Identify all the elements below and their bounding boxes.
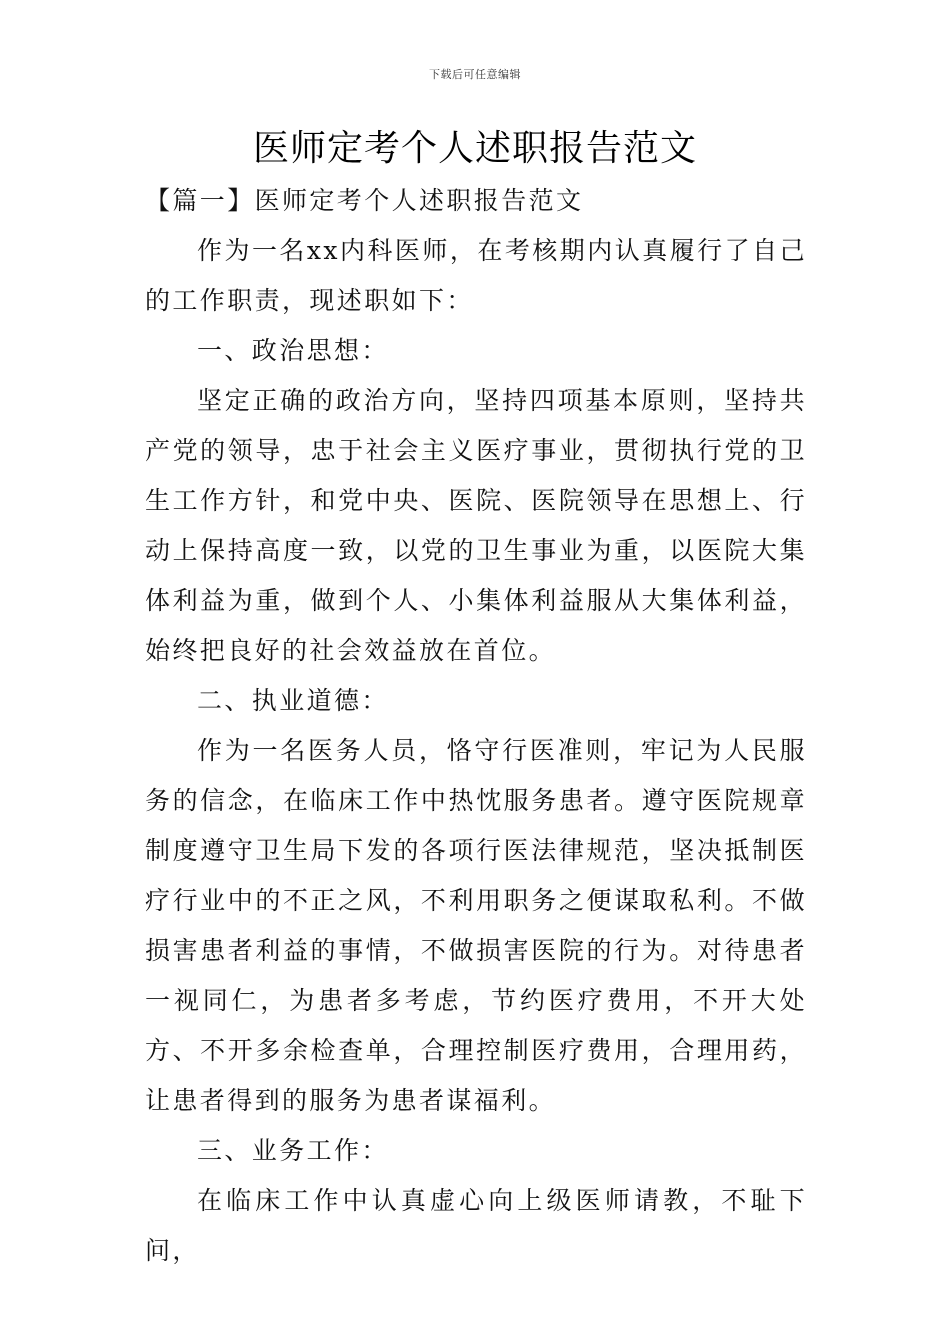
heading-professional-ethics: 二、执业道德： (197, 686, 389, 715)
header-note: 下载后可任意编辑 (429, 68, 521, 81)
paragraph-business-work: 在临床工作中认真虚心向上级医师请教，不耻下问， (145, 1186, 807, 1265)
section-subtitle: 【篇一】医师定考个人述职报告范文 (145, 186, 584, 215)
heading-political-thought: 一、政治思想： (197, 336, 389, 365)
document-body (145, 176, 807, 1276)
paragraph-intro: 作为一名xx内科医师，在考核期内认真履行了自己的工作职责，现述职如下： (145, 236, 807, 315)
paragraph-professional-ethics: 作为一名医务人员，恪守行医准则，牢记为人民服务的信念，在临床工作中热忱服务患者。遵守医院规章制度遵守卫生局下发的各项行医法律规范，坚决抵制医疗行业中的不正之风，不利用职务之便谋取私利。不做损害患者利益的事情，不做损害医院的行为。对待患者一视同仁，为患者多考虑，节约医疗费用，不开大处方、不开多余检查单，合理控制医疗费用，合理用药，让患者得到的服务为患者谋福利。 (145, 736, 807, 1115)
paragraph-political-thought: 坚定正确的政治方向，坚持四项基本原则，坚持共产党的领导，忠于社会主义医疗事业，贯彻执行党的卫生工作方针，和党中央、医院、医院领导在思想上、行动上保持高度一致，以党的卫生事业为重，以医院大集体利益为重，做到个人、小集体利益服从大集体利益，始终把良好的社会效益放在首位。 (145, 386, 807, 665)
document-title: 医师定考个人述职报告范文 (252, 128, 697, 169)
heading-business-work: 三、业务工作： (197, 1136, 389, 1165)
